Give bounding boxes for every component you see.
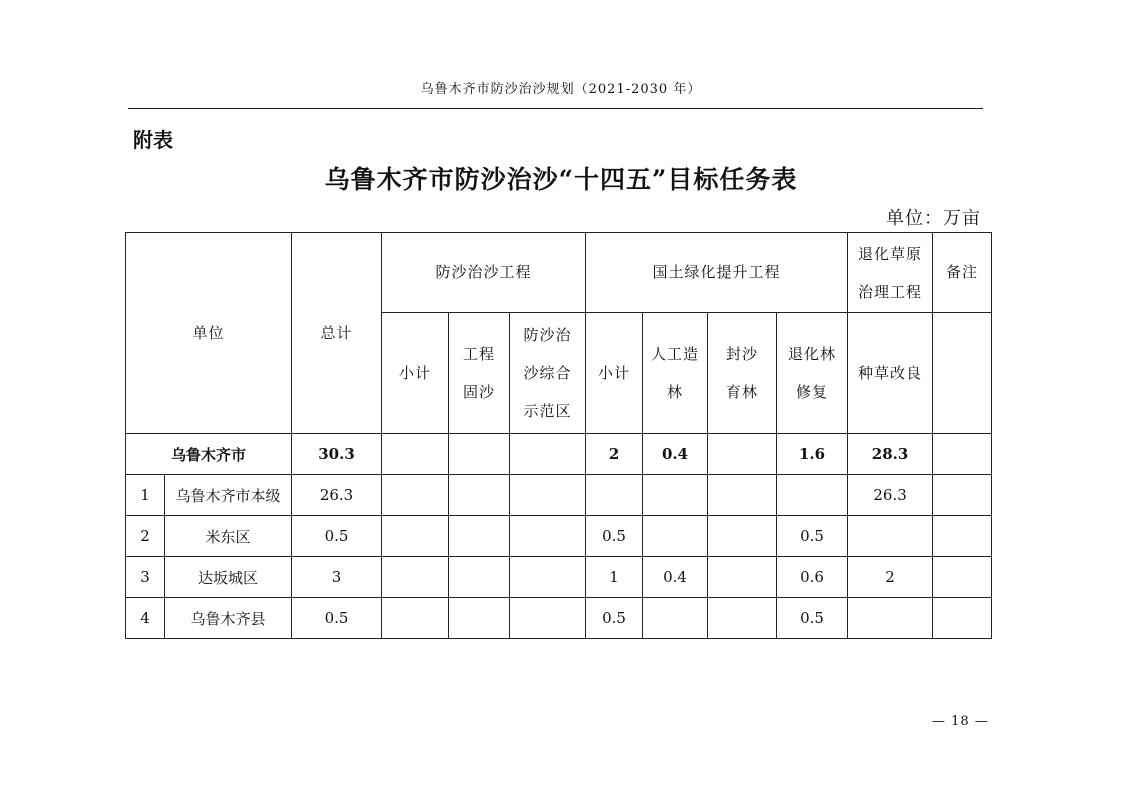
cell-engineering: [449, 475, 510, 516]
header-enclosure-line-1: 封沙: [726, 345, 759, 363]
header-restore-line-2: 修复: [796, 383, 829, 401]
header-grassland-project: [848, 233, 933, 313]
header-remarks-empty: [933, 313, 992, 434]
cell-total: 30.3: [292, 434, 382, 475]
header-engineering-line-1: 工程: [463, 345, 496, 363]
header-degraded-forest: [777, 313, 848, 434]
cell-subtotal-greening: 2: [586, 434, 643, 475]
cell-total: 3: [292, 557, 382, 598]
running-header: 乌鲁木齐市防沙治沙规划（2021-2030 年）: [420, 82, 702, 97]
cell-afforestation: [643, 598, 708, 639]
cell-grass: [848, 516, 933, 557]
cell-engineering: [449, 516, 510, 557]
header-engineering-sand-fixation: [449, 313, 510, 434]
header-demo-line-2: 沙综合: [523, 364, 572, 382]
header-desert-project: 防沙治沙工程: [382, 233, 586, 313]
cell-enclosure: [708, 557, 777, 598]
cell-subtotal-desert: [382, 434, 449, 475]
cell-total: 26.3: [292, 475, 382, 516]
cell-enclosure: [708, 598, 777, 639]
header-enclosure-line-2: 育林: [726, 383, 759, 401]
header-sand-enclosure: [708, 313, 777, 434]
cell-restore: 1.6: [777, 434, 848, 475]
cell-name: 乌鲁木齐市本级: [165, 475, 292, 516]
table-row-summary: [126, 434, 992, 475]
cell-no: 1: [126, 475, 165, 516]
cell-restore: 0.5: [777, 598, 848, 639]
cell-restore: 0.6: [777, 557, 848, 598]
cell-subtotal-desert: [382, 475, 449, 516]
cell-afforestation: 0.4: [643, 557, 708, 598]
cell-demo: [510, 557, 586, 598]
header-demo-line-3: 示范区: [523, 402, 572, 420]
cell-grass: 26.3: [848, 475, 933, 516]
cell-no: 2: [126, 516, 165, 557]
cell-enclosure: [708, 475, 777, 516]
cell-remarks: [933, 557, 992, 598]
header-restore-line-1: 退化林: [788, 345, 837, 363]
cell-demo: [510, 434, 586, 475]
cell-subtotal-desert: [382, 598, 449, 639]
cell-engineering: [449, 557, 510, 598]
header-total: 总计: [292, 233, 382, 434]
header-subtotal-desert: 小计: [382, 313, 449, 434]
cell-total: 0.5: [292, 598, 382, 639]
cell-demo: [510, 475, 586, 516]
cell-no: 3: [126, 557, 165, 598]
cell-grass: 28.3: [848, 434, 933, 475]
table-row: [126, 598, 992, 639]
cell-demo: [510, 516, 586, 557]
cell-subtotal-greening: 0.5: [586, 598, 643, 639]
cell-remarks: [933, 598, 992, 639]
target-task-table: [125, 232, 992, 639]
header-subtotal-greening: 小计: [586, 313, 643, 434]
cell-no: 4: [126, 598, 165, 639]
cell-subtotal-greening: 1: [586, 557, 643, 598]
cell-restore: [777, 475, 848, 516]
cell-subtotal-greening: [586, 475, 643, 516]
cell-remarks: [933, 434, 992, 475]
header-greening-project: 国土绿化提升工程: [586, 233, 848, 313]
cell-name: 达坂城区: [165, 557, 292, 598]
cell-name: 乌鲁木齐县: [165, 598, 292, 639]
cell-afforestation: [643, 475, 708, 516]
table-row: [126, 557, 992, 598]
header-grass-improvement: 种草改良: [848, 313, 933, 434]
cell-subtotal-desert: [382, 557, 449, 598]
header-unit: 单位: [126, 233, 292, 434]
table-row: [126, 475, 992, 516]
header-afforestation-line-1: 人工造: [651, 345, 700, 363]
table-row: [126, 516, 992, 557]
header-rule: [128, 108, 983, 109]
unit-label: 单位：万亩: [886, 208, 981, 229]
header-afforestation: [643, 313, 708, 434]
page-number: — 18 —: [932, 714, 989, 729]
header-row-group: [126, 233, 992, 313]
cell-grass: [848, 598, 933, 639]
cell-name: 米东区: [165, 516, 292, 557]
cell-subtotal-desert: [382, 516, 449, 557]
header-engineering-line-2: 固沙: [463, 383, 496, 401]
cell-restore: 0.5: [777, 516, 848, 557]
annex-label: 附表: [133, 128, 173, 152]
cell-engineering: [449, 598, 510, 639]
cell-remarks: [933, 516, 992, 557]
cell-grass: 2: [848, 557, 933, 598]
cell-subtotal-greening: 0.5: [586, 516, 643, 557]
header-demo-zone: [510, 313, 586, 434]
table-title: 乌鲁木齐市防沙治沙“十四五”目标任务表: [324, 165, 798, 194]
cell-demo: [510, 598, 586, 639]
header-grassland-line-1: 退化草原: [858, 244, 923, 263]
cell-afforestation: [643, 516, 708, 557]
cell-engineering: [449, 434, 510, 475]
header-remarks: 备注: [933, 233, 992, 313]
cell-afforestation: 0.4: [643, 434, 708, 475]
cell-total: 0.5: [292, 516, 382, 557]
header-grassland-line-2: 治理工程: [858, 282, 923, 301]
cell-remarks: [933, 475, 992, 516]
header-demo-line-1: 防沙治: [523, 326, 572, 344]
header-afforestation-line-2: 林: [667, 383, 684, 401]
cell-name: 乌鲁木齐市: [126, 434, 292, 475]
cell-enclosure: [708, 516, 777, 557]
cell-enclosure: [708, 434, 777, 475]
